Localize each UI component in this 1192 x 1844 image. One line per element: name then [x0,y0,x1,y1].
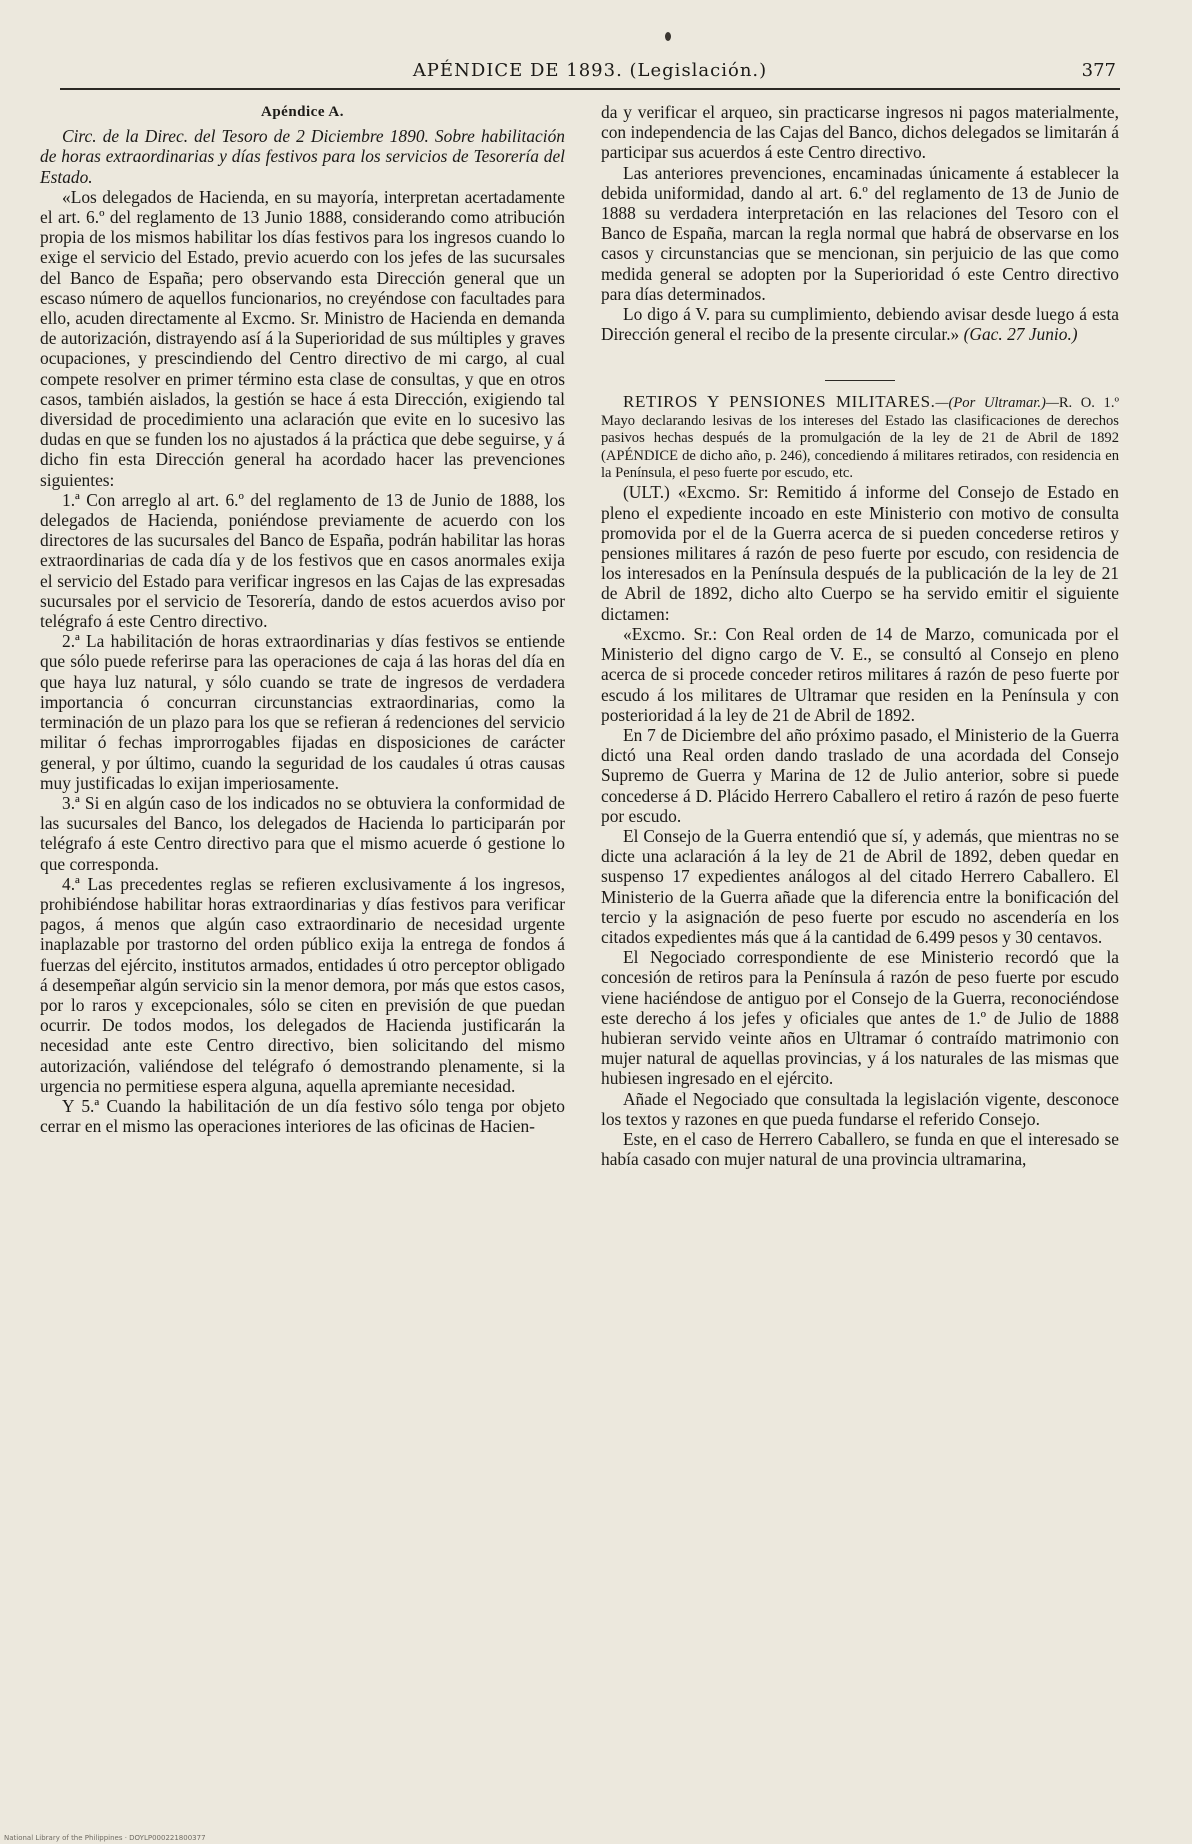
paragraph: 3.ª Si en algún caso de los indicados no se obtuviera la conformidad de las sucursales del Banco, los delegados de Hacienda lo participarán por telégrafo á este Centro directivo para que el mismo acuerde ó gestione lo que corresponda. [40,792,565,874]
paragraph: Y 5.ª Cuando la habilitación de un día festivo sólo tenga por objeto cerrar en el mismo las operaciones interiores de las oficinas de Hacien- [40,1095,565,1137]
running-title: APÉNDICE DE 1893. (Legislación.) [412,60,768,81]
paragraph: El Consejo de la Guerra entendió que sí, y además, que mientras no se dicte una aclaración á la ley de 21 de Abril de 1892, deben quedar en suspenso 17 expedientes análogos al del citado Herrero Caballero. El Ministerio de la Guerra añade que la diferencia entre la bonificación del tercio y la asignación de peso fuerte por escudo no ascendería en los citados expedientes más que á la cantidad de 6.499 pesos y 30 centavos. [601,825,1119,947]
closing-text: Lo digo á V. para su cumplimiento, debiendo avisar desde luego á esta Dirección general el recibo de la presente circular.» [601,304,1119,345]
paragraph [601,304,1119,344]
paragraph [601,482,1119,623]
gazette-reference: (Gac. 27 Junio.) [963,324,1078,345]
section-title: Apéndice A. [260,104,344,120]
paragraph: Este, en el caso de Herrero Caballero, se funda en que el interesado se había casado con mujer natural de una provincia ultramarina, [601,1128,1119,1170]
page-number: 377 [1081,60,1116,81]
paragraph: «Excmo. Sr.: Con Real orden de 14 de Marzo, comunicada por el Ministerio del digno cargo de V. E., se consultó al Consejo en pleno acerca de si procede conceder retiros militares á razón de peso fuerte por escudo á los militares de Ultramar que residen en la Península y con posterioridad á la ley de 21 de Abril de 1892. [601,623,1119,725]
scan-footer: National Library of the Philippines · DOYLP000221800377 [4,1834,206,1842]
right-column [601,102,1119,1169]
paragraph: 1.ª Con arreglo al art. 6.º del reglamento de 13 de Junio de 1888, los delegados de Hacienda, poniéndose previamente de acuerdo con los directores de las sucursales del Banco de España, podrán habilitar las horas extraordinarias de cada día y de los festivos que en casos anormales exija el servicio del Estado para verificar ingresos en las Cajas de las expresadas sucursales por el servicio de Tesorería, dando de estos acuerdos aviso por telégrafo á este Centro directivo. [40,489,565,632]
circular-caption: Circ. de la Direc. del Tesoro de 2 Diciembre 1890. Sobre habilitación de horas extraordinarias y días festivos para los servicios de Tesorería del Estado. [40,126,565,187]
paragraph: «Los delegados de Hacienda, en su mayoría, interpretan acertadamente el art. 6.º del reglamento de 13 Junio 1888, considerando como atribución propia de los mismos habilitar los días festivos para los ingresos cuando lo exige el servicio del Estado, previo acuerdo con los jefes de las sucursales del Banco de España; pero observando esta Dirección general que un escaso número de aquellos funcionarios, no creyéndose con facultades para ello, acuden directamente al Excmo. Sr. Ministro de Hacienda en demanda de autorización, distrayendo así á la Superioridad de sus múltiples y graves ocupaciones, y prescindiendo del Centro directivo de mi cargo, al cual compete resolver en primer término esta clase de consultas, y que en otros casos, también aislados, la gestión se hace á esta Dirección, exigiendo tal diversidad de procedimiento una aclaración que evite en lo sucesivo las dudas en que se funden los no ajustados á la práctica que debe seguirse, y á dicho fin esta Dirección general ha acordado hacer las prevenciones siguientes: [40,186,565,490]
running-header [60,58,1120,90]
retiros-heading [601,393,1119,482]
retiros-summary: R. O. 1.º Mayo declarando lesivas de los intereses del Estado las clasificaciones de derechos pasivos hechas después de la promulgación de la ley de 21 de Abril de 1892 (APÉNDICE de dicho año, p. 246), concediendo á militares retirados, con residencia en la Península, el peso fuerte por escudo, etc. [601,395,1119,482]
paragraph: En 7 de Diciembre del año próximo pasado, el Ministerio de la Guerra dictó una Real orden dando traslado de una acordada del Consejo Supremo de Guerra y Marina de 12 de Julio anterior, sobre si puede concederse á D. Plácido Herrero Caballero el retiro á razón de peso fuerte por escudo. [601,724,1119,826]
retiros-title: RETIROS Y PENSIONES MILITARES. [623,392,936,412]
paragraph: El Negociado correspondiente de ese Ministerio recordó que la concesión de retiros para la Península á razón de peso fuerte por escudo viene haciéndose de antiguo por el Consejo de la Guerra, reconociéndose este derecho á los jefes y oficiales que antes de 1.º de Julio de 1888 hubieran servido veinte años en Ultramar ó contraído matrimonio con mujer natural de aquellas provincias, y á los naturales de las mismas que hubiesen ingresado en el ejército. [601,947,1119,1089]
ult-label: (ULT.) [623,482,670,503]
paragraph: 4.ª Las precedentes reglas se refieren exclusivamente á los ingresos, prohibiéndose habilitar horas extraordinarias y días festivos para verificar pagos, á menos que algún caso extraordinario de necesidad urgente inaplazable por trastorno del orden público exija la entrega de fondos á fuerzas del ejército, institutos armados, entidades ú otro perceptor obligado á desempeñar algún servicio sin la menor demora, por más que estos casos, por lo raros y excepcionales, sólo se citen en previsión de que puedan ocurrir. De todos modos, los delegados de Hacienda justificarán la necesidad ante este Centro directivo, bien solicitando del mismo autorización, valiéndose del telégrafo ó demostrando plenamente, si la urgencia no permitiese espera alguna, aquella apremiante necesidad. [40,873,565,1096]
paragraph: Añade el Negociado que consultada la legislación vigente, desconoce los textos y razones en que pueda fundarse el referido Consejo. [601,1088,1119,1129]
left-column [40,102,565,1136]
paragraph: Las anteriores prevenciones, encaminadas únicamente á establecer la debida uniformidad, dando al art. 6.º del reglamento de 13 de Junio de 1888 su verdadera interpretación en las relaciones del Tesoro con el Banco de España, marcan la regla normal que habrá de observarse en los casos y circunstancias que se mencionan, sin perjuicio de las que como medida general se adopten por la Superioridad ó este Centro directivo para días determinados. [601,162,1119,304]
ink-mark [665,32,671,41]
paragraph: 2.ª La habilitación de horas extraordinarias y días festivos se entiende que sólo puede referirse para las operaciones de caja á las horas del día en que haya luz natural, y sólo cuando se trate de ingresos de verdadera importancia ó concurran circunstancias extraordinarias, como la terminación de un plazo para los que se refieran á redenciones del servicio militar ó fechas improrrogables fijadas en disposiciones de carácter general, y por último, cuando la seguridad de los caudales ú otras causas muy justificadas lo exijan imperiosamente. [40,631,565,793]
section-divider [825,380,895,381]
paragraph: da y verificar el arqueo, sin practicarse ingresos ni pagos materialmente, con independencia de las Cajas del Banco, dichos delegados se limitarán á participar sus acuerdos á este Centro directivo. [601,102,1119,163]
retiros-tag: —(Por Ultramar.)— [935,395,1059,412]
paragraph-text: «Excmo. Sr: Remitido á informe del Consejo de Estado en pleno el expediente incoado en este Ministerio con motivo de consulta promovida por el de la Guerra acerca de si pueden concederse retiros y pensiones militares á razón de peso fuerte por escudo, con residencia de los interesados en la Península después de la publicación de la ley de 21 de Abril de 1892, dicho alto Cuerpo se ha servido emitir el siguiente dictamen: [601,482,1119,624]
